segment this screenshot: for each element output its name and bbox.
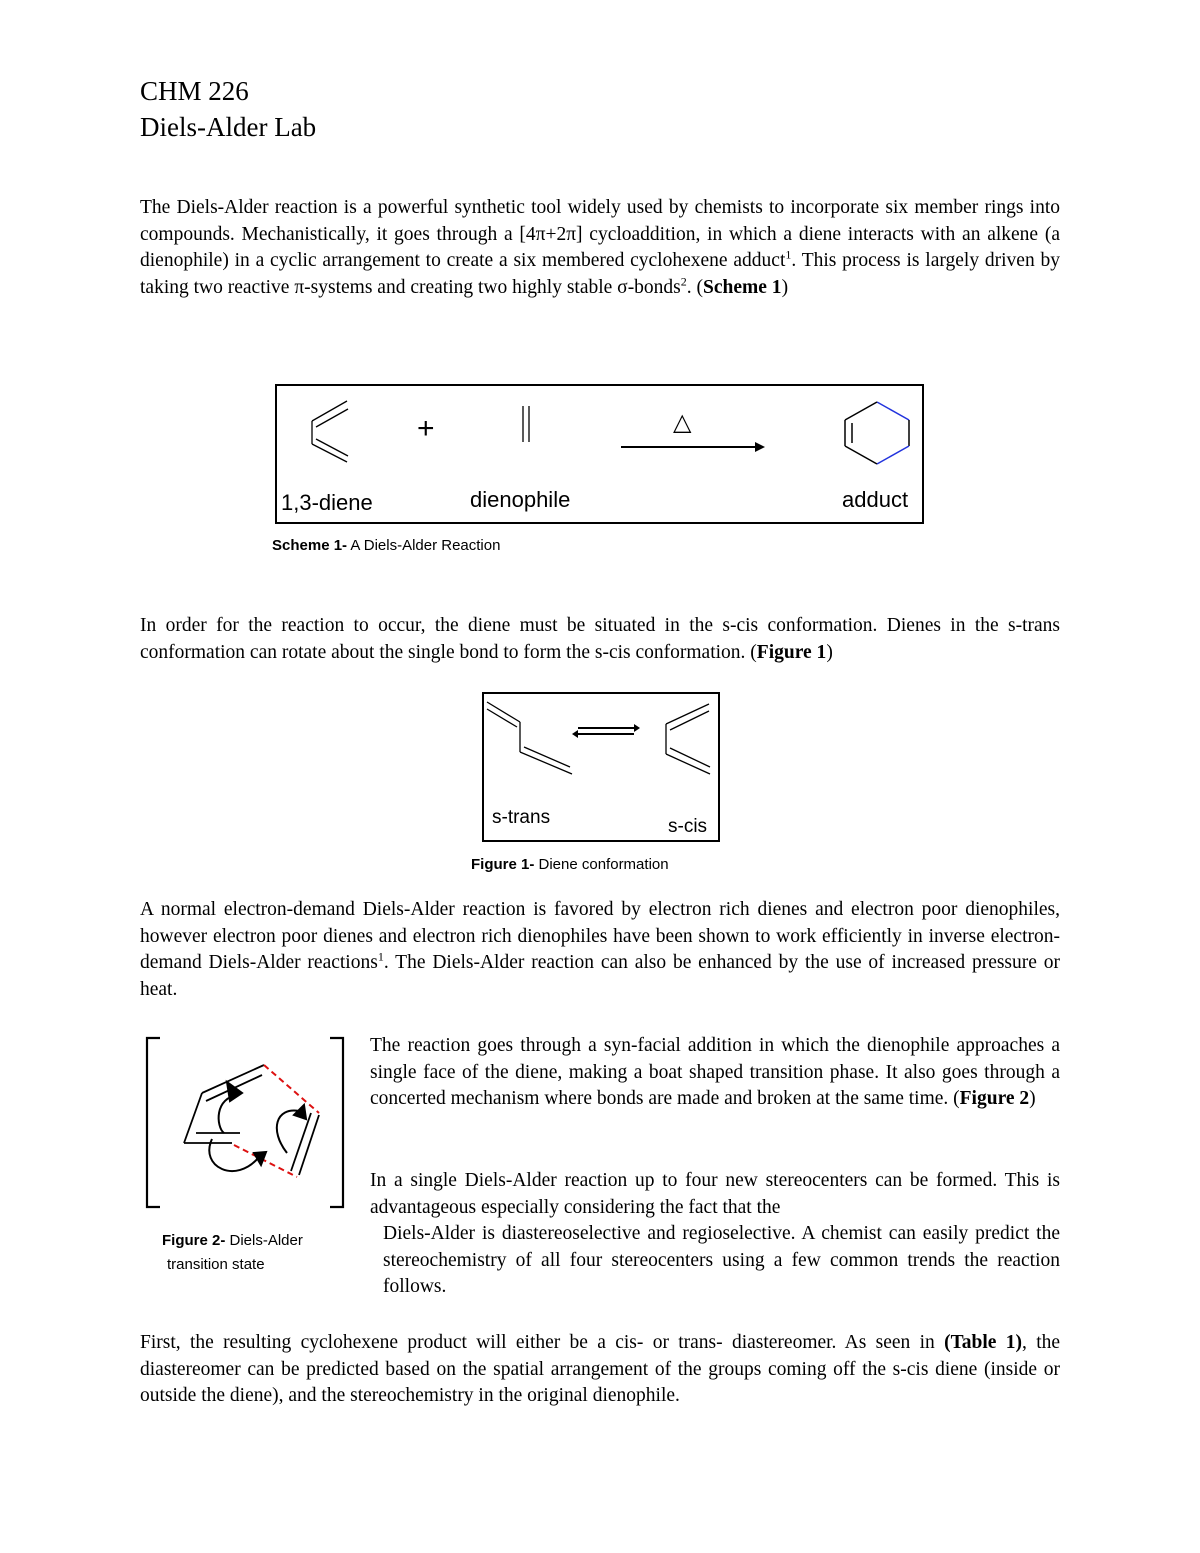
course-code: CHM 226 xyxy=(140,76,249,106)
figure-2-caption: Figure 2- Diels-Alder xyxy=(162,1232,303,1249)
stereocenters-paragraph-line1: In a single Diels-Alder reaction up to four new stereocenters can be formed. This is advantageous especially considering the fact that the xyxy=(370,1170,1060,1218)
label-diene: 1,3-diene xyxy=(281,490,373,515)
scheme-1-box xyxy=(275,384,924,524)
plus-sign: + xyxy=(417,412,435,445)
figure-2-caption-line2: transition state xyxy=(167,1256,265,1273)
electron-arrows xyxy=(209,1082,306,1171)
adduct-structure xyxy=(845,402,909,464)
delta-heat-icon: △ xyxy=(673,409,692,436)
lab-title: Diels-Alder Lab xyxy=(140,112,317,142)
diastereomer-paragraph: First, the resulting cyclohexene product will either be a cis- or trans- diastereomer. As seen in (Table 1), the diastereomer can be predicted based on the spatial arrangement of the groups coming off the s-cis diene (inside or outside the diene), and the stereochemistry in the original dienophile. xyxy=(140,1332,1061,1406)
dienophile-bond xyxy=(291,1113,319,1175)
stereocenters-paragraph-line2: Diels-Alder is diastereoselective and regioselective. A chemist can easily predict the stereochemistry of all four stereocenters using a few common trends the reaction follows. xyxy=(383,1223,1060,1297)
figure-1-box xyxy=(482,692,720,842)
synfacial-paragraph: The reaction goes through a syn-facial addition in which the dienophile approaches a single face of the diene, making a boat shaped transition phase. It also goes through a concerted mechanism where bonds are made and broken at the same time. (Figure 2) xyxy=(370,1035,1060,1109)
electron-demand-paragraph: A normal electron-demand Diels-Alder reaction is favored by electron rich dienes and electron poor dienophiles, however electron poor dienes and electron rich dienophiles have been shown to work efficiently in inverse electron-demand Diels-Alder reactions$^1$. The Diels-Alder reaction can also be enhanced by the use of increased pressure or heat. xyxy=(140,899,1060,1000)
s-cis-structure xyxy=(666,704,710,774)
figure-1-caption: Figure 1- Diene conformation xyxy=(471,856,669,873)
scheme-1-drawing xyxy=(277,386,922,522)
intro-paragraph: The Diels-Alder reaction is a powerful synthetic tool widely used by chemists to incorporate six member rings into compounds. Mechanistically, it goes through a [4π+2π] cycloaddition, in which a diene interacts with an alkene (a dienophile) in a cyclic arrangement to create a six membered cyclohexene adduct$^1$. This process is largely driven by taking two reactive π-systems and creating two highly stable σ-bonds$^2$. (Scheme 1) xyxy=(140,197,1060,298)
label-s-trans: s-trans xyxy=(492,807,551,828)
figure-2-reference: Figure 2 xyxy=(959,1088,1030,1109)
conformation-paragraph: In order for the reaction to occur, the diene must be situated in the s-cis conformation. Dienes in the s-trans conformation can rotate about the single bond to form the s-cis conformation. (Figure 1) xyxy=(140,615,1060,663)
bracket-right xyxy=(330,1038,343,1207)
diene-structure xyxy=(312,401,348,462)
scheme-1-caption: Scheme 1- A Diels-Alder Reaction xyxy=(272,537,501,554)
s-trans-structure xyxy=(487,702,572,774)
figure-2-transition-state xyxy=(144,1035,349,1213)
reaction-arrow xyxy=(621,442,765,452)
label-dienophile: dienophile xyxy=(470,487,571,512)
bracket-left xyxy=(147,1038,160,1207)
diene-boat xyxy=(184,1065,264,1143)
equilibrium-arrows xyxy=(572,724,640,738)
label-s-cis: s-cis xyxy=(668,816,708,837)
table-1-reference: (Table 1) xyxy=(944,1332,1023,1353)
dienophile-structure xyxy=(523,406,529,442)
scheme-1-reference: Scheme 1 xyxy=(703,276,782,298)
figure-1-reference: Figure 1 xyxy=(756,641,827,663)
label-adduct: adduct xyxy=(842,487,909,512)
